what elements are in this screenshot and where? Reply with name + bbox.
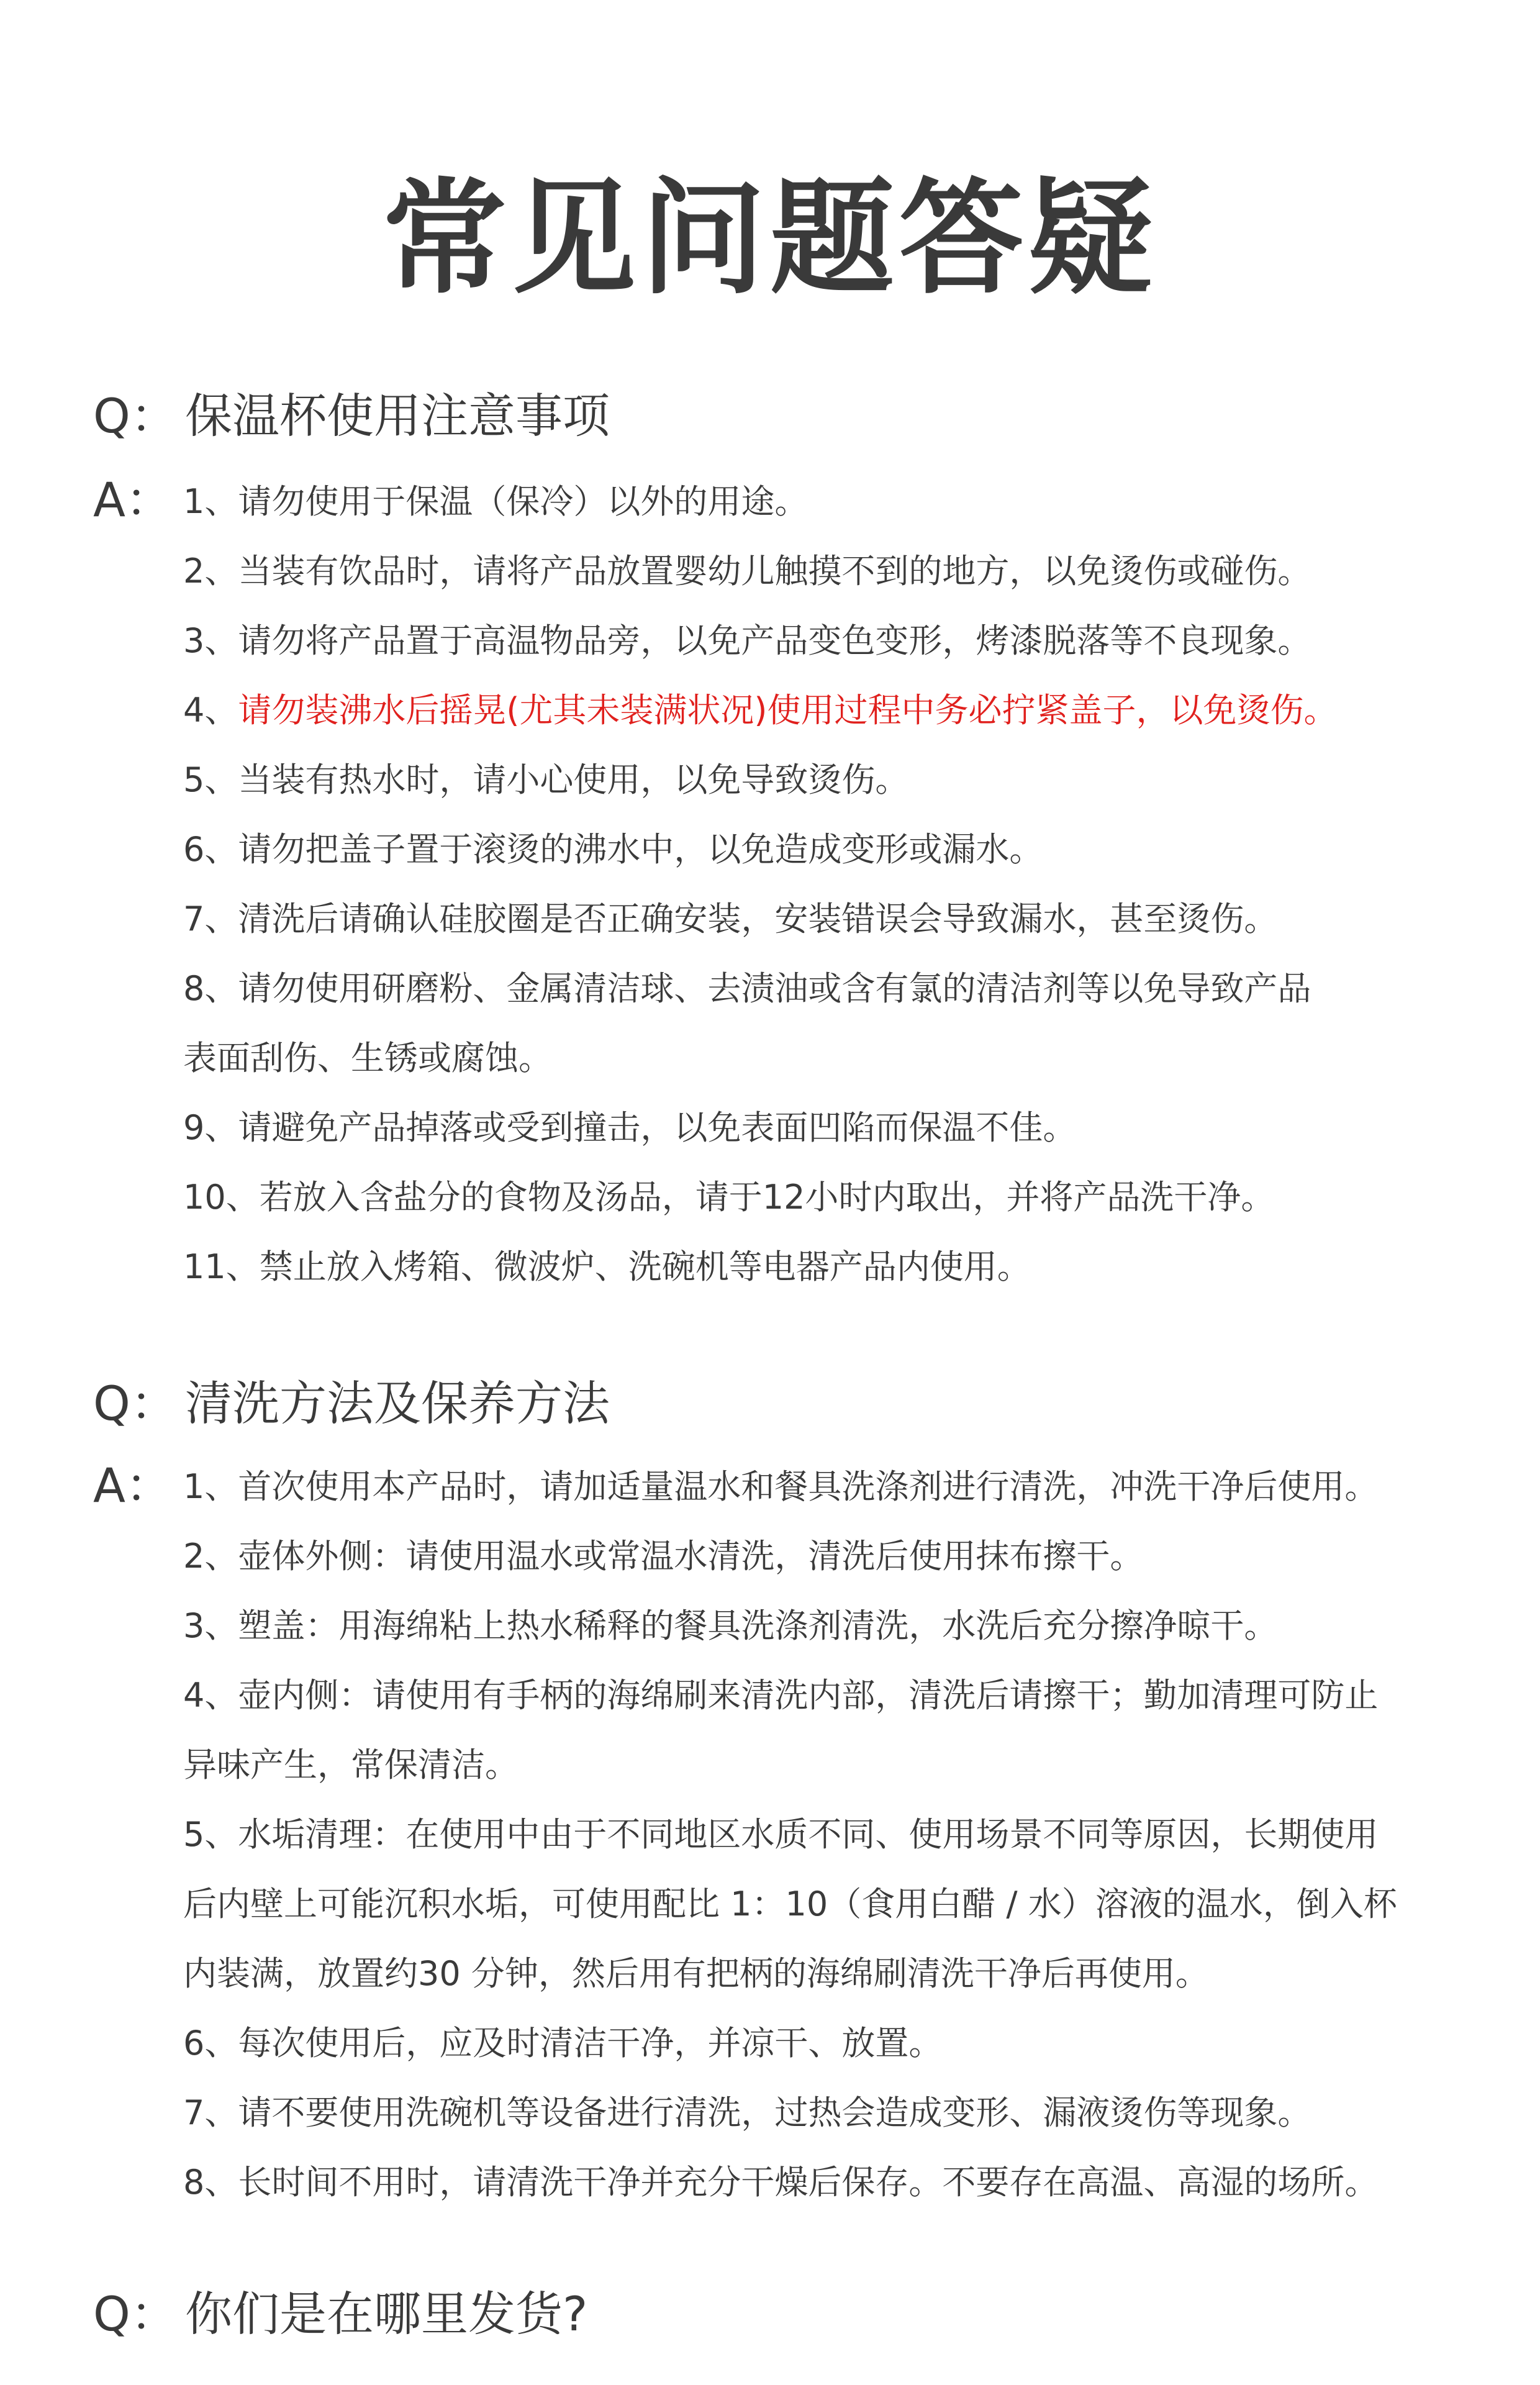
answer-item: 后内壁上可能沉积水垢，可使用配比 1：10（食用白醋 / 水）溶液的温水，倒入杯 [183,1884,1397,1924]
answer-item: 6、请勿把盖子置于滚烫的沸水中，以免造成变形或漏水。 [183,830,1043,869]
answer-item: 5、水垢清理：在使用中由于不同地区水质不同、使用场景不同等原因，长期使用 [183,1815,1379,1854]
page-title: 常见问题答疑 [382,166,1157,311]
answer-item: 3、塑盖：用海绵粘上热水稀释的餐具洗涤剂清洗，水洗后充分擦净晾干。 [183,1606,1278,1645]
question-label: Q： [93,1376,178,1431]
question-label: Q： [93,2286,178,2342]
answer-item: 8、长时间不用时，请清洗干净并充分干燥后保存。不要存在高温、高湿的场所。 [183,2163,1379,2202]
question-text: 保温杯使用注意事项 [185,388,610,443]
answer-item: 异味产生，常保清洁。 [183,1745,519,1784]
answer-label: A： [93,1458,173,1513]
question-1 [93,385,610,447]
warning-item [183,676,1450,745]
question-2 [93,1373,610,1435]
answer-item: 5、当装有热水时，请小心使用，以免导致烫伤。 [183,760,909,799]
answer-item: 11、禁止放入烤箱、微波炉、洗碗机等电器产品内使用。 [183,1247,1031,1286]
answer-item: 1、首次使用本产品时，请加适量温水和餐具洗涤剂进行清洗，冲洗干净后使用。 [183,1467,1379,1506]
question-text: 你们是在哪里发货? [185,2286,588,2342]
answer-item: 2、壶体外侧：请使用温水或常温水清洗，清洗后使用抹布擦干。 [183,1537,1144,1576]
question-text: 清洗方法及保养方法 [185,1376,610,1431]
answer-item: 8、请勿使用研磨粉、金属清洁球、去渍油或含有氯的清洁剂等以免导致产品 [183,969,1311,1008]
answer-item: 2、当装有饮品时，请将产品放置婴幼儿触摸不到的地方，以免烫伤或碰伤。 [183,552,1311,591]
answer-item: 4、壶内侧：请使用有手柄的海绵刷来清洗内部，清洗后请擦干；勤加清理可防止 [183,1676,1379,1715]
question-3 [93,2283,587,2345]
warning-text: 请勿装沸水后摇晃(尤其未装满状况)使用过程中务必拧紧盖子，以免烫伤。 [238,691,1338,730]
answer-item: 9、请避免产品掉落或受到撞击，以免表面凹陷而保温不佳。 [183,1108,1077,1147]
answer-item: 10、若放入含盐分的食物及汤品，请于12小时内取出，并将产品洗干净。 [183,1178,1275,1217]
answer-item: 表面刮伤、生锈或腐蚀。 [183,1038,552,1078]
answer-item: 3、请勿将产品置于高温物品旁，以免产品变色变形，烤漆脱落等不良现象。 [183,621,1311,660]
answer-item: 1、请勿使用于保温（保冷）以外的用途。 [183,482,808,521]
answer-item: 7、请不要使用洗碗机等设备进行清洗，过热会造成变形、漏液烫伤等现象。 [183,2093,1311,2132]
answer-label: A： [93,472,173,527]
answer-item: 7、清洗后请确认硅胶圈是否正确安装，安装错误会导致漏水，甚至烫伤。 [183,899,1278,938]
answer-item: 内装满，放置约30 分钟，然后用有把柄的海绵刷清洗干净后再使用。 [183,1954,1209,1993]
item-number: 4、 [183,691,238,730]
question-label: Q： [93,388,178,443]
answer-item: 6、每次使用后，应及时清洁干净，并凉干、放置。 [183,2024,943,2063]
